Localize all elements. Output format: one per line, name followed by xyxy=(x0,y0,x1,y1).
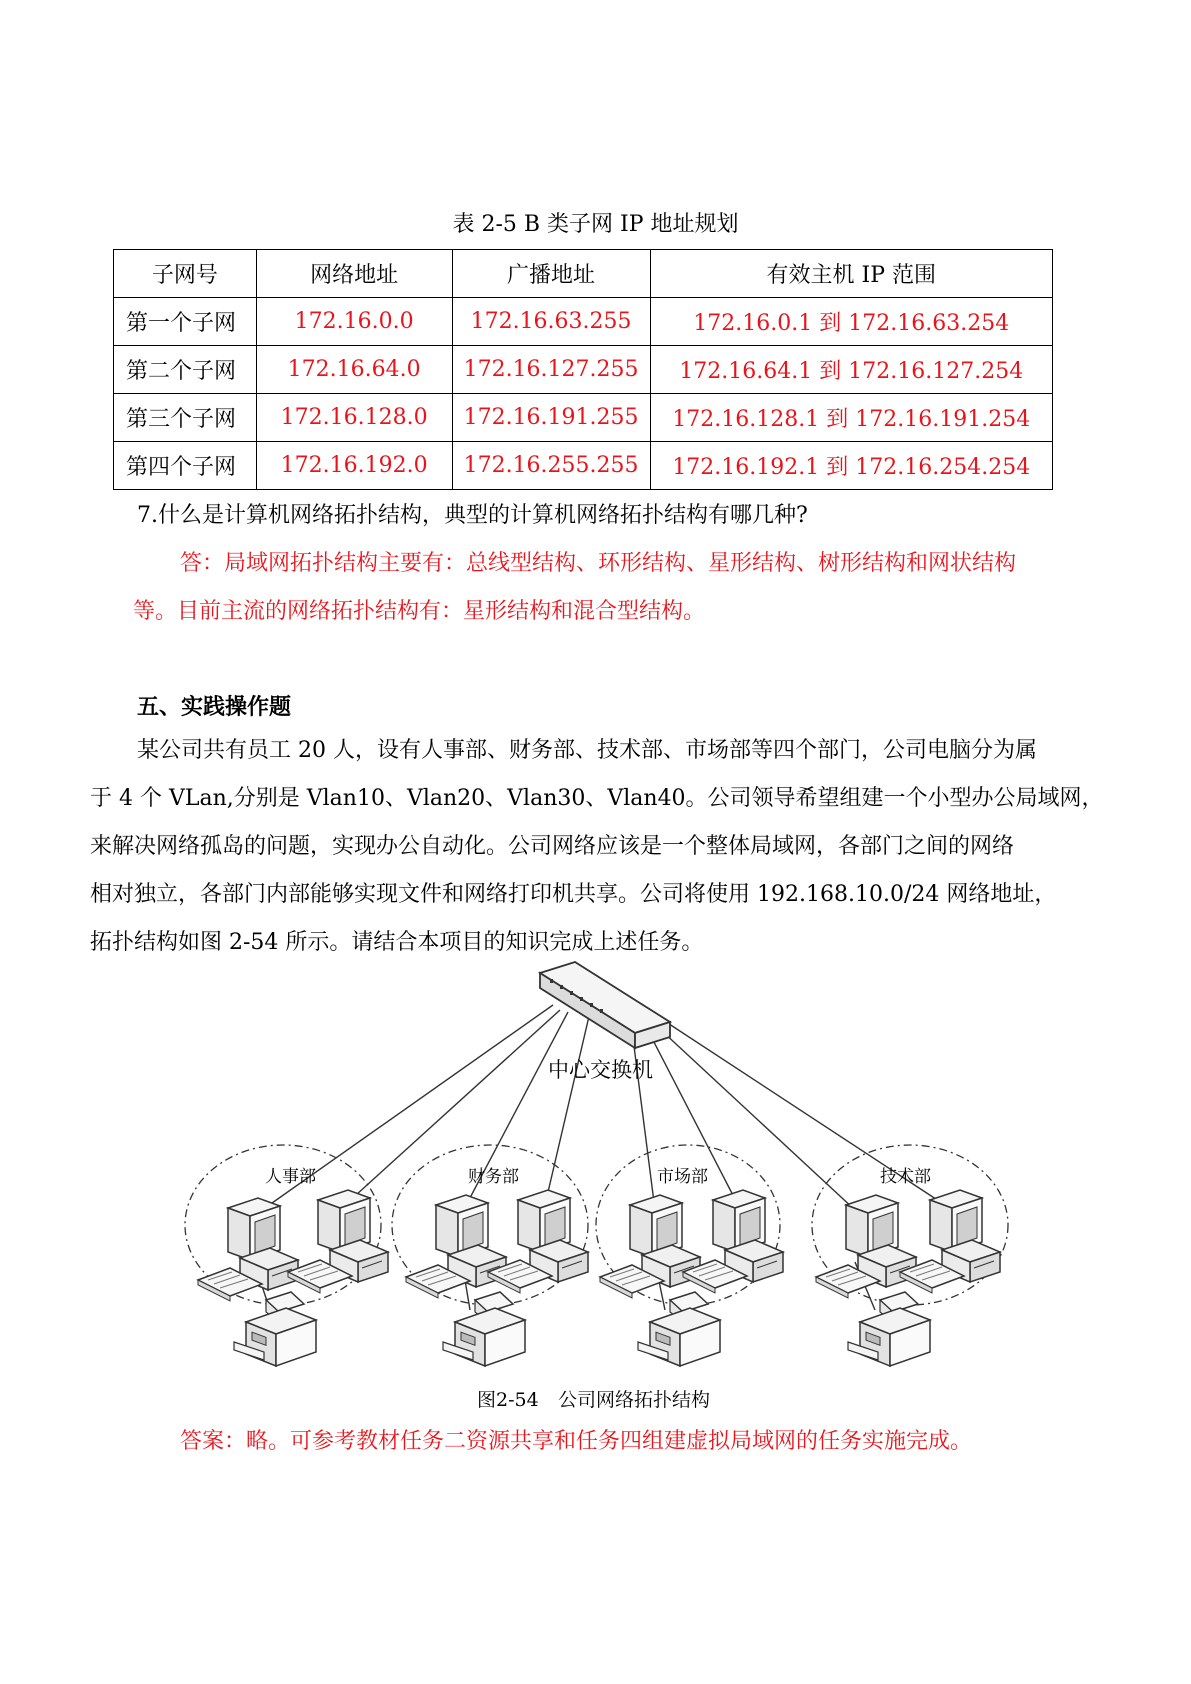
printer-icon xyxy=(443,1292,525,1366)
subnet-name: 第一个子网 xyxy=(114,298,257,346)
network-address: 172.16.64.0 xyxy=(256,346,452,394)
network-address: 172.16.128.0 xyxy=(256,394,452,442)
paragraph-line: 相对独立，各部门内部能够实现文件和网络打印机共享。公司将使用 192.168.10.0/24 网络地址， xyxy=(90,882,1057,907)
printer-icon xyxy=(234,1292,316,1366)
computer-icon xyxy=(683,1190,783,1293)
department-label: 技术部 xyxy=(880,1167,931,1187)
printer-icon xyxy=(638,1292,720,1366)
switch-label: 中心交换机 xyxy=(548,1058,653,1082)
host-range: 172.16.0.1 到 172.16.63.254 xyxy=(650,298,1052,346)
host-range: 172.16.192.1 到 172.16.254.254 xyxy=(650,442,1052,490)
computer-icon xyxy=(288,1190,388,1293)
subnet-name: 第四个子网 xyxy=(114,442,257,490)
department-label: 财务部 xyxy=(468,1167,519,1187)
figure-caption-text: 公司网络拓扑结构 xyxy=(558,1389,711,1411)
answer-7-line1: 答：局域网拓扑结构主要有：总线型结构、环形结构、星形结构、树形结构和网状结构 xyxy=(180,551,1017,576)
paragraph-line: 来解决网络孤岛的问题，实现办公自动化。公司网络应该是一个整体局域网，各部门之间的网络 xyxy=(90,834,1015,859)
subnet-name: 第二个子网 xyxy=(114,346,257,394)
question-7: 7.什么是计算机网络拓扑结构，典型的计算机网络拓扑结构有哪几种? xyxy=(137,503,808,528)
computer-icon xyxy=(816,1195,916,1298)
final-answer: 答案：略。可参考教材任务二资源共享和任务四组建虚拟局域网的任务实施完成。 xyxy=(180,1429,973,1454)
computer-icon xyxy=(900,1190,1000,1293)
computer-icon xyxy=(488,1190,588,1293)
figure-caption-number: 图2-54 xyxy=(477,1389,539,1411)
answer-7-line2: 等。目前主流的网络拓扑结构有：星形结构和混合型结构。 xyxy=(133,599,706,624)
computer-icon xyxy=(406,1195,506,1298)
broadcast-address: 172.16.127.255 xyxy=(452,346,650,394)
department-label: 市场部 xyxy=(657,1167,708,1187)
switch-icon xyxy=(540,962,670,1048)
table-header: 广播地址 xyxy=(452,250,650,298)
section-title: 五、实践操作题 xyxy=(137,695,292,720)
broadcast-address: 172.16.255.255 xyxy=(452,442,650,490)
subnet-name: 第三个子网 xyxy=(114,394,257,442)
paragraph-line: 某公司共有员工 20 人，设有人事部、财务部、技术部、市场部等四个部门，公司电脑分为属 xyxy=(137,738,1037,763)
department-label: 人事部 xyxy=(265,1167,316,1187)
host-range: 172.16.64.1 到 172.16.127.254 xyxy=(650,346,1052,394)
paragraph-line: 拓扑结构如图 2-54 所示。请结合本项目的知识完成上述任务。 xyxy=(90,930,704,955)
table-header: 有效主机 IP 范围 xyxy=(650,250,1052,298)
host-range: 172.16.128.1 到 172.16.191.254 xyxy=(650,394,1052,442)
table-header: 子网号 xyxy=(114,250,257,298)
network-address: 172.16.0.0 xyxy=(256,298,452,346)
printer-icon xyxy=(848,1292,930,1366)
paragraph-line: 于 4 个 VLan,分别是 Vlan10、Vlan20、Vlan30、Vlan40。公司领导希望组建一个小型办公局域网， xyxy=(90,786,1104,811)
broadcast-address: 172.16.191.255 xyxy=(452,394,650,442)
computer-icon xyxy=(600,1195,700,1298)
computer-icon xyxy=(198,1198,298,1301)
broadcast-address: 172.16.63.255 xyxy=(452,298,650,346)
table-header: 网络地址 xyxy=(256,250,452,298)
network-address: 172.16.192.0 xyxy=(256,442,452,490)
table-caption: 表 2-5 B 类子网 IP 地址规划 xyxy=(452,212,739,237)
